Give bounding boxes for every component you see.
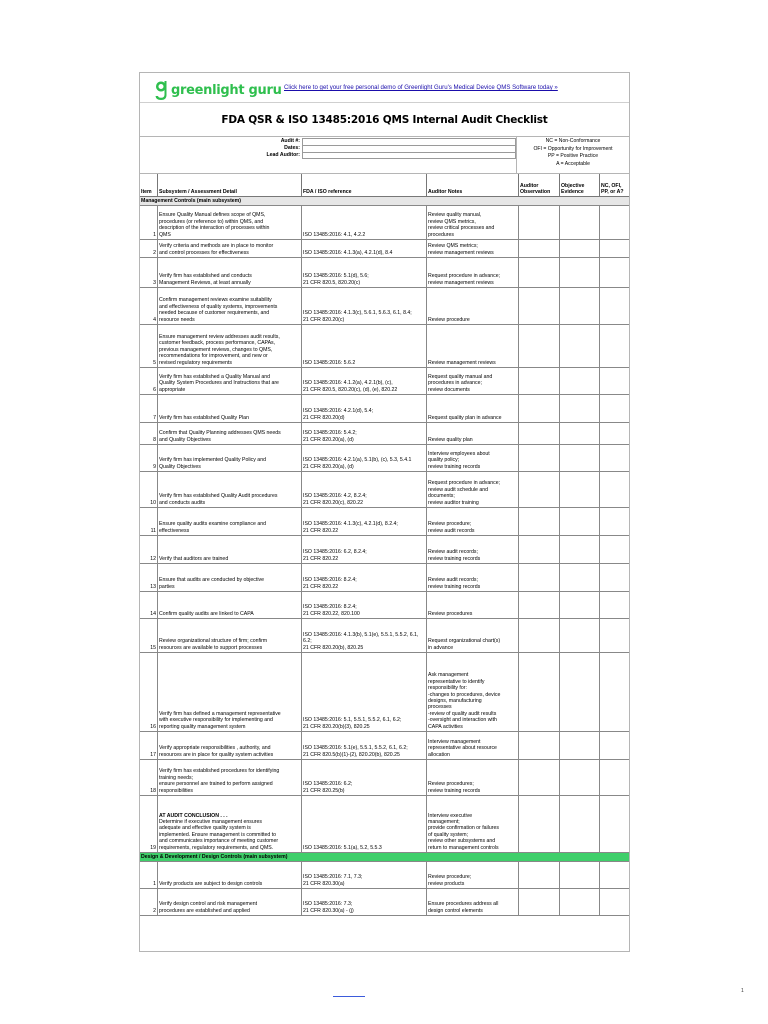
assessment-detail: Ensure management review addresses audit results, customer feedback, process performance, CAPAs, previous management reviews, changes to QMS, recommendations for improvement, and new or revised regulatory requirements [158, 325, 302, 367]
item-number: 11 [140, 508, 158, 535]
checklist-title: FDA QSR & ISO 13485:2016 QMS Internal Audit Checklist [221, 113, 548, 126]
item-number: 12 [140, 536, 158, 563]
table-row [140, 395, 629, 423]
table-row [140, 796, 629, 853]
auditor-notes: Review procedure [427, 288, 519, 324]
fda-iso-reference: ISO 13485:2016: 4.1.3(c), 4.2.1(d), 8.2.4; 21 CFR 820.22 [302, 508, 427, 535]
objective-evidence-cell[interactable] [560, 619, 600, 652]
fda-iso-reference: ISO 13485:2016: 8.2.4; 21 CFR 820.22, 820.100 [302, 592, 427, 618]
fda-iso-reference: ISO 13485:2016: 4.1, 4.2.2 [302, 206, 427, 239]
item-number: 18 [140, 760, 158, 795]
auditor-notes: Review management reviews [427, 325, 519, 367]
page-number: 1 [741, 988, 744, 994]
auditor-notes: Request procedure in advance; review audit schedule and documents; review auditor training [427, 472, 519, 507]
auditor-notes: Review QMS metrics; review management reviews [427, 240, 519, 257]
objective-evidence-cell[interactable] [560, 564, 600, 591]
fda-iso-reference: ISO 13485:2016: 7.3; 21 CFR 820.30(a) - (j) [302, 889, 427, 915]
fda-iso-reference: ISO 13485:2016: 4.2, 8.2.4; 21 CFR 820.20(c), 820.22 [302, 472, 427, 507]
assessment-detail: Confirm quality audits are linked to CAPA [158, 592, 302, 618]
auditor-notes: Review procedure; review products [427, 862, 519, 888]
table-row [140, 445, 629, 472]
col-rating-header: NC, OFI, PP, or A? [601, 183, 624, 195]
lead-auditor-row [140, 152, 516, 159]
assessment-detail: Ensure that audits are conducted by objective parties [158, 564, 302, 591]
auditor-observation-cell[interactable] [519, 206, 560, 239]
assessment-detail-text: Determine if executive management ensures adequate and effective quality system is implemented. Ensure management is committed to and communicates importance of meeting customer requirements, regulatory requirements, and QMS. [159, 818, 279, 851]
assessment-detail: Verify firm has established and conducts Management Reviews, at least annually [158, 258, 302, 287]
greenlight-g-icon [154, 80, 168, 101]
page-footer-rule [333, 996, 365, 997]
rating-cell[interactable] [600, 206, 629, 239]
table-header [140, 174, 629, 197]
item-number: 19 [140, 796, 158, 852]
objective-evidence-cell[interactable] [560, 862, 600, 888]
objective-evidence-cell[interactable] [560, 240, 600, 257]
auditor-observation-cell[interactable] [519, 732, 560, 759]
auditor-observation-cell[interactable] [519, 508, 560, 535]
table-row [140, 760, 629, 796]
fda-iso-reference: ISO 13485:2016: 4.2.1(d), 5.4; 21 CFR 820.20(d) [302, 395, 427, 422]
auditor-notes: Request quality plan in advance [427, 395, 519, 422]
col-item-header: Item [140, 174, 158, 197]
demo-promo-link[interactable]: Click here to get your free personal demo of Greenlight Guru's Medical Device QMS Software today » [284, 84, 558, 91]
audit-number-row [140, 138, 516, 145]
auditor-notes: Review procedures [427, 592, 519, 618]
auditor-observation-cell[interactable] [519, 445, 560, 471]
audit-checklist-sheet [139, 72, 630, 952]
objective-evidence-cell[interactable] [560, 423, 600, 444]
assessment-detail: Verify criteria and methods are in place to monitor and control processes for effectiveness [158, 240, 302, 257]
objective-evidence-cell[interactable] [560, 732, 600, 759]
auditor-notes: Interview executive management; provide confirmation or failures of quality system; review other subsystems and return to management controls [427, 796, 519, 852]
assessment-detail: Ensure Quality Manual defines scope of QMS, procedures (or reference to) within QMS, and description of the interaction of processes within QMS [158, 206, 302, 239]
audit-number-field[interactable] [302, 138, 516, 145]
assessment-detail: Verify firm has established Quality Plan [158, 395, 302, 422]
assessment-detail: Review organizational structure of firm; confirm resources are available to support processes [158, 619, 302, 652]
objective-evidence-cell[interactable] [560, 472, 600, 507]
col-subsystem-header: Subsystem / Assessment Detail [158, 174, 302, 197]
auditor-observation-cell[interactable] [519, 760, 560, 795]
checklist-rows [140, 197, 629, 916]
rating-cell[interactable] [600, 889, 629, 915]
auditor-observation-cell[interactable] [519, 796, 560, 852]
item-number: 15 [140, 619, 158, 652]
dates-label: Dates: [284, 145, 300, 151]
rating-cell[interactable] [600, 653, 629, 731]
auditor-observation-cell[interactable] [519, 240, 560, 257]
item-number: 2 [140, 889, 158, 915]
item-number: 14 [140, 592, 158, 618]
rating-cell[interactable] [600, 445, 629, 471]
rating-cell[interactable] [600, 796, 629, 852]
fda-iso-reference: ISO 13485:2016: 5.1(d), 5.6; 21 CFR 820.5, 820.20(c) [302, 258, 427, 287]
auditor-notes: Review quality plan [427, 423, 519, 444]
rating-cell[interactable] [600, 760, 629, 795]
table-row [140, 325, 629, 368]
rating-cell[interactable] [600, 395, 629, 422]
assessment-detail: Verify that auditors are trained [158, 536, 302, 563]
assessment-detail: Confirm management reviews examine suitability and effectiveness of quality systems, improvements needed because of customer requirements, and resource needs [158, 288, 302, 324]
fda-iso-reference: ISO 13485:2016: 5.1(e), 5.5.1, 5.5.2, 6.1, 6.2; 21 CFR 820.5(b)(1)-(2), 820.20(b), 820.25 [302, 732, 427, 759]
lead-auditor-label: Lead Auditor: [266, 152, 300, 158]
auditor-notes: Review quality manual, review QMS metrics, review critical processes and procedures [427, 206, 519, 239]
auditor-observation-cell[interactable] [519, 368, 560, 394]
fda-iso-reference: ISO 13485:2016: 5.6.2 [302, 325, 427, 367]
rating-cell[interactable] [600, 564, 629, 591]
auditor-observation-cell[interactable] [519, 889, 560, 915]
rating-cell[interactable] [600, 325, 629, 367]
item-number: 5 [140, 325, 158, 367]
auditor-observation-cell[interactable] [519, 423, 560, 444]
col-observation-header: Auditor Observation [519, 174, 560, 197]
fda-iso-reference: ISO 13485:2016: 4.2.1(a), 5.1(b), (c), 5.3, 5.4.1 21 CFR 820.20(a), (d) [302, 445, 427, 471]
dates-field[interactable] [302, 145, 516, 152]
auditor-notes: Request quality manual and procedures in advance; review documents [427, 368, 519, 394]
brand-name: greenlight guru [171, 82, 282, 98]
item-number: 10 [140, 472, 158, 507]
title-row [140, 103, 629, 137]
rating-cell[interactable] [600, 508, 629, 535]
table-row [140, 592, 629, 619]
fda-iso-reference: ISO 13485:2016: 6.2; 21 CFR 820.25(b) [302, 760, 427, 795]
col-reference-header: FDA / ISO reference [302, 174, 427, 197]
assessment-detail: Verify design control and risk management procedures are established and applied [158, 889, 302, 915]
lead-auditor-field[interactable] [302, 152, 516, 159]
fda-iso-reference: ISO 13485:2016: 4.1.3(b), 5.1(e), 5.5.1, 5.5.2, 6.1, 6.2; 21 CFR 820.20(b), 820.25 [302, 619, 427, 652]
objective-evidence-cell[interactable] [560, 760, 600, 795]
audit-number-label: Audit #: [280, 138, 300, 144]
fda-iso-reference: ISO 13485:2016: 5.1(a), 5.2, 5.5.3 [302, 796, 427, 852]
auditor-notes: Review procedure; review audit records [427, 508, 519, 535]
item-number: 16 [140, 653, 158, 731]
rating-cell[interactable] [600, 258, 629, 287]
auditor-notes: Interview employees about quality policy; review training records [427, 445, 519, 471]
dates-row [140, 145, 516, 152]
table-row [140, 862, 629, 889]
auditor-observation-cell[interactable] [519, 536, 560, 563]
greenlight-guru-logo [154, 79, 282, 101]
auditor-observation-cell[interactable] [519, 564, 560, 591]
legend-item: NC = Non-Conformance [545, 138, 601, 144]
item-number: 1 [140, 862, 158, 888]
objective-evidence-cell[interactable] [560, 653, 600, 731]
rating-cell[interactable] [600, 423, 629, 444]
auditor-notes: Request procedure in advance; review management reviews [427, 258, 519, 287]
assessment-detail: Verify firm has established procedures for identifying training needs; ensure personnel are trained to perform assigned responsibilities [158, 760, 302, 795]
objective-evidence-cell[interactable] [560, 206, 600, 239]
rating-cell[interactable] [600, 240, 629, 257]
table-row [140, 258, 629, 288]
objective-evidence-cell[interactable] [560, 258, 600, 287]
section-header: Design & Development / Design Controls (main subsystem) [140, 853, 629, 862]
legend-item: A = Acceptable [556, 160, 590, 167]
item-number: 7 [140, 395, 158, 422]
rating-cell[interactable] [600, 472, 629, 507]
table-row [140, 368, 629, 395]
auditor-notes: Request organizational chart(s) in advance [427, 619, 519, 652]
item-number: 3 [140, 258, 158, 287]
auditor-observation-cell[interactable] [519, 472, 560, 507]
fda-iso-reference: ISO 13485:2016: 4.1.3(c), 5.6.1, 5.6.3, 6.1, 8.4; 21 CFR 820.20(c) [302, 288, 427, 324]
auditor-observation-cell[interactable] [519, 619, 560, 652]
objective-evidence-cell[interactable] [560, 508, 600, 535]
section-header: Management Controls (main subsystem) [140, 197, 629, 206]
assessment-detail: Verify firm has established Quality Audit procedures and conducts audits [158, 472, 302, 507]
objective-evidence-cell[interactable] [560, 325, 600, 367]
objective-evidence-cell[interactable] [560, 796, 600, 852]
table-row [140, 508, 629, 536]
item-number: 6 [140, 368, 158, 394]
audit-meta-block [140, 137, 629, 174]
auditor-observation-cell[interactable] [519, 288, 560, 324]
table-row [140, 288, 629, 325]
fda-iso-reference: ISO 13485:2016: 4.1.2(a), 4.2.1(b), (c), 21 CFR 820.5, 820.20(c), (d), (e), 820.22 [302, 368, 427, 394]
rating-cell[interactable] [600, 288, 629, 324]
objective-evidence-cell[interactable] [560, 445, 600, 471]
auditor-observation-cell[interactable] [519, 862, 560, 888]
table-row [140, 564, 629, 592]
auditor-observation-cell[interactable] [519, 592, 560, 618]
table-row [140, 653, 629, 732]
rating-cell[interactable] [600, 619, 629, 652]
brand-header [140, 73, 629, 103]
table-row [140, 732, 629, 760]
auditor-observation-cell[interactable] [519, 325, 560, 367]
assessment-detail: Verify firm has implemented Quality Policy and Quality Objectives [158, 445, 302, 471]
fda-iso-reference: ISO 13485:2016: 5.1, 5.5.1, 5.5.2, 6.1, 6.2; 21 CFR 820.20(b)(3), 820.25 [302, 653, 427, 731]
table-row [140, 536, 629, 564]
auditor-notes: Review audit records; review training records [427, 564, 519, 591]
rating-cell[interactable] [600, 592, 629, 618]
table-row [140, 240, 629, 258]
rating-cell[interactable] [600, 732, 629, 759]
assessment-detail: Confirm that Quality Planning addresses QMS needs and Quality Objectives [158, 423, 302, 444]
table-row [140, 472, 629, 508]
assessment-detail: Verify firm has established a Quality Manual and Quality System Procedures and Instructions that are appropriate [158, 368, 302, 394]
rating-legend [516, 137, 629, 174]
legend-item: PP = Positive Practice [547, 153, 599, 159]
auditor-notes: Ask management representative to identify responsibility for: -changes to procedures, device designs, manufacturing processes -review of quality audit results -oversight and interaction with CAPA activities [427, 653, 519, 731]
auditor-notes: Ensure procedures address all design control elements [427, 889, 519, 915]
objective-evidence-cell[interactable] [560, 592, 600, 618]
assessment-detail: Verify appropriate responsibilities , authority, and resources are in place for quality system activities [158, 732, 302, 759]
objective-evidence-cell[interactable] [560, 889, 600, 915]
item-number: 13 [140, 564, 158, 591]
fda-iso-reference: ISO 13485:2016: 6.2, 8.2.4; 21 CFR 820.22 [302, 536, 427, 563]
item-number: 2 [140, 240, 158, 257]
legend-item: OFI = Opportunity for Improvement [533, 145, 613, 152]
fda-iso-reference: ISO 13485:2016: 4.1.3(a), 4.2.1(d), 8.4 [302, 240, 427, 257]
objective-evidence-cell[interactable] [560, 536, 600, 563]
auditor-observation-cell[interactable] [519, 395, 560, 422]
auditor-observation-cell[interactable] [519, 258, 560, 287]
assessment-detail: Ensure quality audits examine compliance and effectiveness [158, 508, 302, 535]
auditor-notes: Interview management representative about resource allocation [427, 732, 519, 759]
item-number: 4 [140, 288, 158, 324]
auditor-notes: Review procedures; review training records [427, 760, 519, 795]
objective-evidence-cell[interactable] [560, 288, 600, 324]
rating-cell[interactable] [600, 536, 629, 563]
table-row [140, 889, 629, 916]
assessment-detail: Verify products are subject to design controls [158, 862, 302, 888]
fda-iso-reference: ISO 13485:2016: 5.4.2; 21 CFR 820.20(a), (d) [302, 423, 427, 444]
objective-evidence-cell[interactable] [560, 395, 600, 422]
rating-cell[interactable] [600, 862, 629, 888]
item-number: 9 [140, 445, 158, 471]
col-evidence-header: Objective Evidence [560, 174, 600, 197]
auditor-observation-cell[interactable] [519, 653, 560, 731]
item-number: 1 [140, 206, 158, 239]
assessment-detail-title: AT AUDIT CONCLUSION . . . [159, 812, 228, 819]
fda-iso-reference: ISO 13485:2016: 8.2.4; 21 CFR 820.22 [302, 564, 427, 591]
table-row [140, 423, 629, 445]
auditor-notes: Review audit records; review training records [427, 536, 519, 563]
assessment-detail [158, 796, 302, 852]
assessment-detail: Verify firm has defined a management representative with executive responsibility for implementing and reporting quality management system [158, 653, 302, 731]
rating-cell[interactable] [600, 368, 629, 394]
fda-iso-reference: ISO 13485:2016: 7.1, 7.3; 21 CFR 820.30(a) [302, 862, 427, 888]
item-number: 8 [140, 423, 158, 444]
table-row [140, 619, 629, 653]
col-notes-header: Auditor Notes [427, 174, 519, 197]
table-row [140, 206, 629, 240]
objective-evidence-cell[interactable] [560, 368, 600, 394]
item-number: 17 [140, 732, 158, 759]
